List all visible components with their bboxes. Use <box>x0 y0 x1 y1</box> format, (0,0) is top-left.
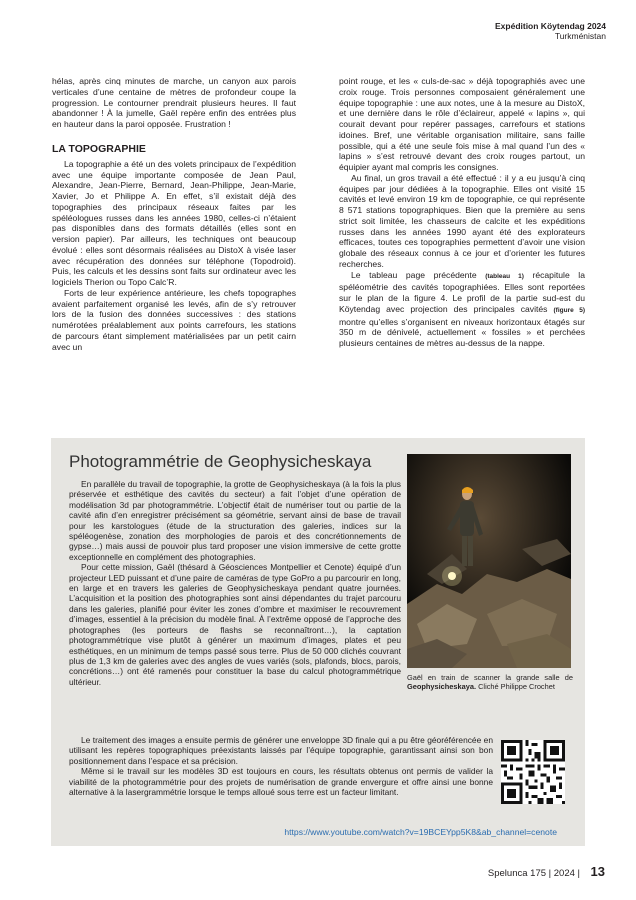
left-paragraph-3: Forts de leur expérience antérieure, les chefs topographes avaient parfaitement organisé les levés, afin de s’y retrouver lors de la fusion des données successives : des stations numérotées préalablement aux points carrefours, les stations de parcours étant simplement matérialisées par un petit cairn avec un <box>52 287 296 352</box>
caption-cave-name: Geophysicheskaya. <box>407 682 477 692</box>
figure-reference: (figure 5) <box>553 306 585 314</box>
left-paragraph-1: hélas, après cinq minutes de marche, un canyon aux parois verticales d’une centaine de mètres de profondeur coupe la progression. Le contourner prendrait plusieurs heures. Il faut abandonner ! À la jumelle, Gaël repère enfin des entrées plus en hauteur dans la paroi opposée. Frustration ! <box>52 76 296 129</box>
section-heading: LA TOPOGRAPHIE <box>52 142 146 155</box>
page-number: 13 <box>590 864 605 879</box>
cave-photo <box>407 454 571 668</box>
right-column <box>339 76 585 349</box>
cave-photo-illustration <box>407 454 571 668</box>
box-title: Photogrammétrie de Geophysicheskaya <box>69 452 372 471</box>
box-paragraph-3: Le traitement des images a ensuite permis de générer une enveloppe 3D finale qui a pu être géoréférencée en utilisant les repères topographiques préexistants laissés par l’équipe topographie, garantissant ainsi son bon positionnement dans l’espace et sa précision. <box>69 735 493 766</box>
box-wide-text <box>69 735 567 797</box>
qr-code-graphic <box>501 740 565 804</box>
caption-text: Gaël en train de scanner la grande salle de <box>407 673 573 682</box>
caption-credit: Cliché Philippe Crochet <box>476 682 555 692</box>
right-paragraph-2: Au final, un gros travail a été effectué : il y a eu jusqu’à cinq équipes par jour dédiées à la topographie. Elles ont visité 15 cavités et levé environ 19 km de topographie, ce qui représente 8 571 stations topographiques. Bien que la première au sens strict soit limitée, les chasseurs de calcite et les expéditions russes dans les années 1990 ayant été des explorateurs efficaces, toutes ces topographies permettent d’avoir une vision globale des réseaux connus à ce jour et d’orienter les futures recherches. <box>339 172 585 269</box>
box-paragraph-4: Même si le travail sur les modèles 3D est toujours en cours, les résultats obtenus ont permis de valider la viabilité de la photogrammétrie pour des projets de numérisation de grande envergure et offre ainsi une bonne alternative à la lasergrammétrie lorsque le temps alloué sous terre est un facteur limitant. <box>69 766 493 798</box>
photogrammetry-sidebar-box <box>51 438 585 846</box>
left-column <box>52 76 296 352</box>
running-header <box>495 21 606 41</box>
box-paragraph-1: En parallèle du travail de topographie, la grotte de Geophysicheskaya (à la fois la plus préservée et esthétique des cavités du secteur) a fait l’objet d’une opération de modélisation 3d par photogrammétrie. L’objectif était de numériser tout ou partie de la cavité afin d’en enregistrer précisément sa géométrie, servant ainsi de base de travail pour les karstologues (étude de la structuration des galeries, indices sur la spéléogenèse, zonation des morphologies de parois et des concrétionnements de gypse…) mais aussi de pouvoir plus tard proposer une vision immersive de cette grotte exceptionnelle en complément des photographies. <box>69 479 401 562</box>
right-paragraph-3 <box>339 270 585 349</box>
right-p3-text-b: récapitule la spéléométrie des cavités topographiées. Elles sont reportées sur le plan de la figure 4. Le profil de la partie sud-est du Köytendag avec projection des principales cavités <box>339 269 585 314</box>
footer-journal: Spelunca 175 | 2024 | <box>487 868 580 879</box>
box-paragraph-2: Pour cette mission, Gaël (thésard à Géosciences Montpellier et Cenote) équipé d’un projecteur LED puissant et d’une paire de caméras de type GoPro a pu parcourir en long, en large et en travers les galeries de Geophysicheskaya pendant quatre journées. L’acquisition et la position des photographies sont ainsi dépendantes du trajet parcouru dans les galeries, planifié pour éviter les zones d’ombre et maximiser le recouvrement d’images, essentiel à la précision du modèle final. À l’extrême opposé de l’approche des photographes (les porteurs de flashs se reconnaîtront…), la captation photogrammétrique vise plutôt à générer un maximum d’images, plates et peu esthétiques, en un minimum de temps passé sous terre. Plus de 50 000 clichés couvrant plus de 1,3 km de galeries avec des angles de vues variés (sols, plafonds, blocs, parois, concrétions…) ont été ramenés pour constituer la base du calcul photogrammétrique ultérieur. <box>69 562 401 687</box>
table-reference: (tableau 1) <box>485 272 524 280</box>
header-subtitle: Turkménistan <box>554 31 606 41</box>
right-p3-text-c: montre qu’elles s’organisent en niveaux horizontaux étagés sur 350 m de dénivelé, actuellement « fossiles » et perchées plusieurs centaines de mètres au-dessus de la nappe. <box>339 316 585 348</box>
qr-code-icon[interactable] <box>501 740 565 804</box>
box-body <box>69 479 401 687</box>
left-paragraph-2: La topographie a été un des volets principaux de l’expédition avec une équipe importante composée de Jean Paul, Alexandre, Jean-Pierre, Bernard, Jean-Philippe, Jean-Marie, Xavier, Jo et Philippe A. En effet, s’il existait déjà des topographies des principaux réseaux faites par les spéléologues russes dans les années 1980, celles-ci n’étaient pas disponibles dans des formats détaillés (elles sont en version papier). Par ailleurs, les techniques ont beaucoup évolué : elles sont désormais réalisées au DistoX à visée laser avec récupération des données sur téléphone (Topodroid). Puis, les calculs et les dessins sont faits sur ordinateur avec les logiciels Therion ou Topo Calc’R. <box>52 158 296 287</box>
header-title: Expédition Köytendag 2024 <box>495 21 606 31</box>
photo-caption <box>407 673 573 692</box>
right-p3-text-a: Le tableau page précédente <box>351 269 486 280</box>
youtube-link[interactable]: https://www.youtube.com/watch?v=19BCEYpp5K8&ab_channel=cenote <box>284 827 557 837</box>
right-paragraph-1: point rouge, et les « culs-de-sac » déjà topographiés avec une croix rouge. Trois personnes composaient généralement une équipe topographie : une aux notes, une à la mesure au DistoX, et une dernière dans le rôle d’éclaireur, appelé « lapins », qui courait devant pour repérer passages, carrefours et stations idoines. Bref, une véritable organisation militaire, sans faille possible, qui a été une seule fois mise à mal quand l’un des « lapins » s’est retrouvé devant des croix rouges partout, un équipier ayant mal compris les consignes. <box>339 76 585 172</box>
